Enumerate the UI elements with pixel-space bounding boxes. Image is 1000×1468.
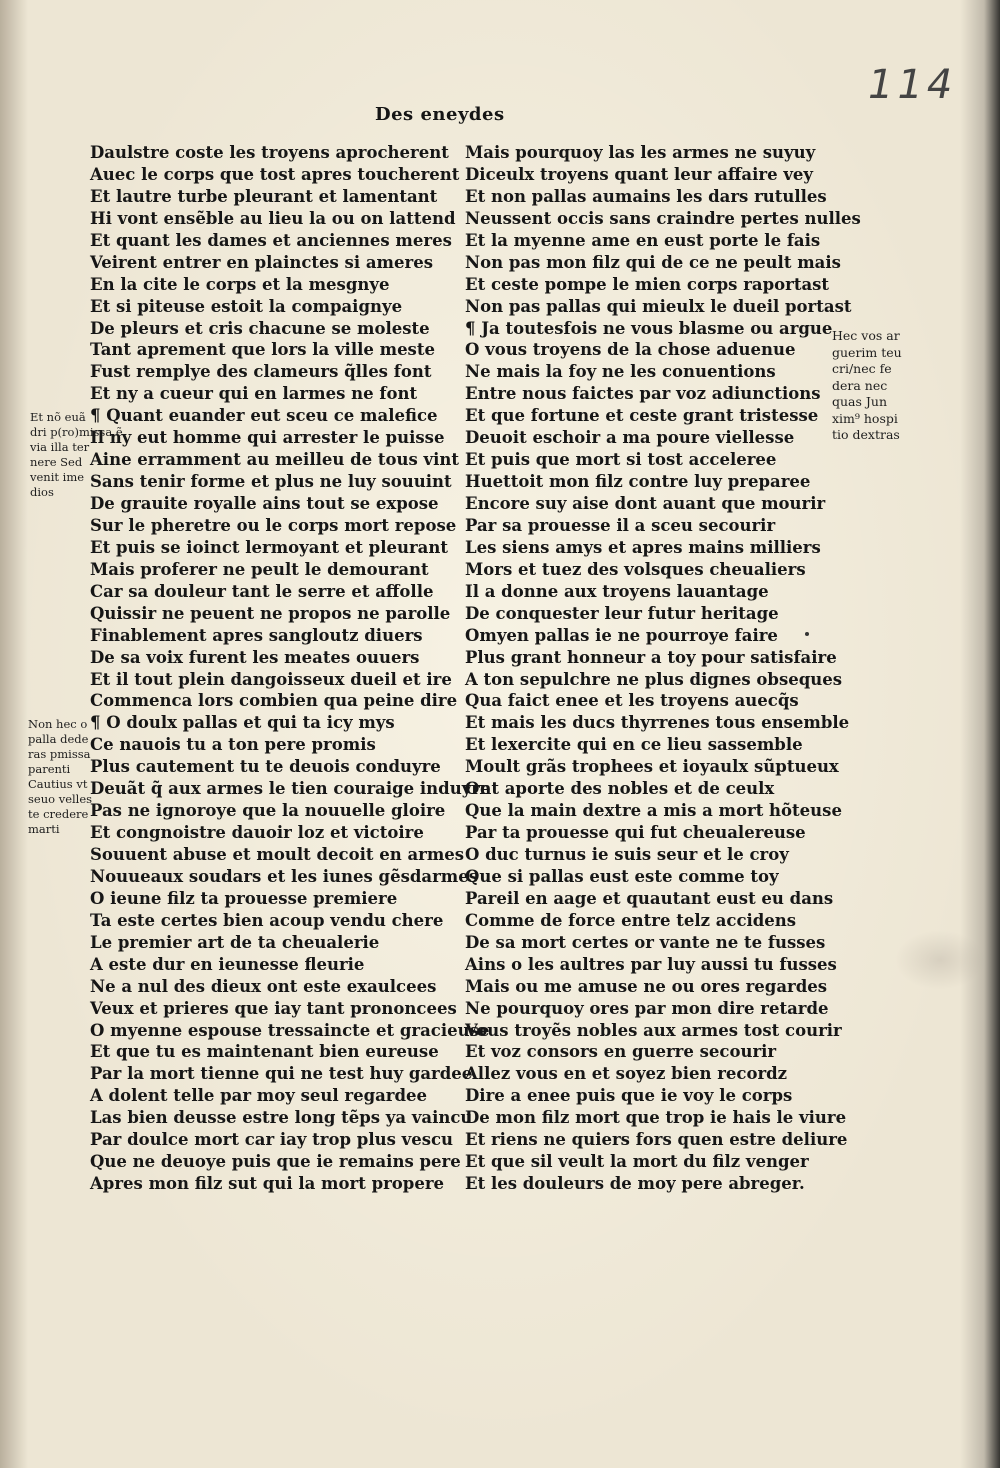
verse-line: Et non pallas aumains les dars rutulles (465, 186, 827, 206)
running-head: Des eneydes (375, 104, 505, 125)
verse-line: Les siens amys et apres mains milliers (465, 537, 821, 557)
margin-note-line: cri/nec fe (832, 361, 892, 376)
verse-line: Encore suy aise dont auant que mourir (465, 494, 826, 513)
verse-line: Qua faict enee et les troyens auecq̃s (465, 691, 799, 711)
verse-line: Finablement apres sangloutz diuers (90, 625, 423, 645)
verse-line: Pareil en aage et quautant eust eu dans (465, 888, 834, 908)
margin-note-line: Hec vos ar (832, 328, 900, 343)
verse-line: Neussent occis sans craindre pertes nulles (465, 208, 861, 228)
verse-line: Veux et prieres que iay tant prononcees (90, 998, 457, 1018)
verse-line: Et il tout plein dangoisseux dueil et ire (90, 669, 452, 689)
verse-line: Commenca lors combien qua peine dire (90, 691, 458, 711)
margin-note-line: xim⁹ hospi (832, 410, 898, 426)
ink-bleed-through (895, 930, 985, 990)
margin-note-line: Cautius vt (28, 777, 88, 791)
verse-line: Et puis que mort si tost acceleree (465, 450, 777, 470)
verse-line: Allez vous en et soyez bien recordz (465, 1064, 788, 1084)
verse-line: Et voz consors en guerre secourir (465, 1042, 777, 1062)
verse-line: Mors et tuez des volsques cheualiers (465, 559, 806, 579)
verse-line: Par ta prouesse qui fut cheualereuse (465, 823, 806, 843)
verse-line: Car sa douleur tant le serre et affolle (90, 581, 434, 601)
verse-line: Daulstre coste les troyens aprocherent (90, 143, 449, 162)
verse-line: Et les douleurs de moy pere abreger. (465, 1174, 805, 1194)
margin-note-line: tio dextras (832, 427, 900, 442)
margin-note-right (832, 328, 902, 444)
verse-line: Et lautre turbe pleurant et lamentant (90, 186, 438, 206)
verse-line: Et mais les ducs thyrrenes tous ensemble (465, 713, 850, 733)
margin-note-line: dera nec (832, 377, 888, 393)
verse-line: Non pas pallas qui mieulx le dueil portast (465, 296, 852, 316)
verse-line: Mais proferer ne peult le demourant (90, 559, 429, 579)
verse-line: Le premier art de ta cheualerie (90, 932, 380, 952)
verse-line: Ta este certes bien acoup vendu chere (90, 910, 444, 930)
verse-line: Que ne deuoye puis que ie remains pere (90, 1152, 461, 1172)
verse-line: Et ny a cueur qui en larmes ne font (90, 384, 418, 404)
verse-line: Nouueaux soudars et les iunes gẽsdarmes (90, 866, 479, 886)
verse-line: Souuent abuse et moult decoit en armes (90, 845, 465, 864)
verse-line: Et que fortune et ceste grant tristesse (465, 406, 819, 426)
verse-line: Pas ne ignoroye que la nouuelle gloire (90, 801, 446, 821)
verse-line: A ton sepulchre ne plus dignes obseques (465, 669, 843, 689)
verse-line: De mon filz mort que trop ie hais le viure (465, 1108, 847, 1128)
verse-line: Et riens ne quiers fors quen estre deliure (465, 1130, 848, 1150)
verse-line: Il a donne aux troyens lauantage (465, 581, 769, 601)
verse-line: Fust remplye des clameurs q̃lles font (90, 362, 432, 382)
verse-line: Ains o les aultres par luy aussi tu fusses (465, 954, 837, 974)
left-text-column (90, 142, 491, 1195)
verse-line: Sur le pheretre ou le corps mort repose (90, 515, 457, 535)
verse-line: Ne mais la foy ne les conuentions (465, 362, 776, 382)
verse-line: O myenne espouse tressaincte et gracieuse (90, 1020, 490, 1040)
folio-number: 114 (868, 62, 957, 108)
verse-line: Las bien deusse estre long tẽps ya vaincu (90, 1108, 473, 1128)
verse-line: Moult grãs trophees et ioyaulx sũptueux (465, 757, 839, 777)
verse-line: Diceulx troyens quant leur affaire vey (465, 164, 813, 184)
verse-line: Huettoit mon filz contre luy preparee (465, 472, 811, 492)
verse-line: De sa voix furent les meates ouuers (90, 647, 420, 667)
verse-line: Sans tenir forme et plus ne luy souuint (90, 472, 452, 492)
verse-line: De grauite royalle ains tout se expose (90, 494, 439, 513)
verse-line: Par doulce mort car iay trop plus vescu (90, 1130, 454, 1150)
margin-note-left-top (30, 410, 123, 500)
margin-note-line: Et nõ euã (30, 410, 86, 424)
margin-note-line: dios (30, 485, 54, 499)
margin-note-line: quas Jun (832, 394, 888, 409)
verse-line: O vous troyens de la chose aduenue (465, 340, 796, 360)
verse-line: Entre nous faictes par voz adiunctions (465, 384, 821, 404)
verse-line: Et la myenne ame en eust porte le fais (465, 230, 821, 250)
verse-line: Et lexercite qui en ce lieu sassemble (465, 735, 803, 755)
verse-line: Par la mort tienne qui ne test huy gardee (90, 1064, 473, 1084)
verse-line: Veirent entrer en plainctes si ameres (90, 252, 433, 272)
verse-line: En la cite le corps et la mesgnye (90, 274, 390, 294)
verse-line: Et puis se ioinct lermoyant et pleurant (90, 537, 448, 557)
margin-note-line: palla dede (28, 732, 89, 746)
margin-note-line: guerim teu (832, 344, 902, 360)
verse-line: Par sa prouesse il a sceu secourir (465, 515, 776, 535)
verse-line: Tant aprement que lors la ville meste (90, 340, 435, 360)
verse-line: Aine erramment au meilleu de tous vint (90, 450, 460, 470)
verse-line: Et si piteuse estoit la compaignye (90, 296, 403, 316)
verse-line: Ne a nul des dieux ont este exaulcees (90, 976, 437, 996)
verse-line: ¶ Ja toutesfois ne vous blasme ou argue (465, 318, 833, 338)
margin-note-line: parenti (28, 762, 71, 776)
verse-line: De conquester leur futur heritage (465, 603, 779, 623)
verse-line: Deuãt q̃ aux armes le tien couraige induyre (90, 779, 491, 799)
verse-line: Dire a enee puis que ie voy le corps (465, 1086, 793, 1106)
margin-note-line: ras pmissa (28, 747, 91, 761)
page-edge-shadow (960, 0, 1000, 1468)
verse-line: Et que sil veult la mort du filz venger (465, 1152, 809, 1172)
margin-note-line: via illa ter (30, 440, 90, 454)
verse-line: Plus cautement tu te deuois conduyre (90, 757, 441, 777)
verse-line: Ne pourquoy ores par mon dire retarde (465, 998, 829, 1018)
margin-note-line: venit ime (30, 470, 85, 484)
margin-note-line: te credere (28, 807, 89, 821)
verse-line: Omyen pallas ie ne pourroye faire (465, 625, 778, 645)
margin-note-line: nere Sed (30, 455, 83, 469)
verse-line: Et que tu es maintenant bien eureuse (90, 1042, 439, 1062)
verse-line: Comme de force entre telz accidens (465, 910, 797, 930)
verse-line: O duc turnus ie suis seur et le croy (465, 845, 789, 864)
verse-line: A dolent telle par moy seul regardee (90, 1086, 428, 1106)
verse-line: Ont aporte des nobles et de ceulx (465, 779, 775, 799)
verse-line: Il ny eut homme qui arrester le puisse (90, 428, 445, 448)
margin-note-line: Non hec o (28, 717, 88, 731)
margin-note-line: marti (28, 822, 60, 836)
margin-note-line: dri p(ro)missa ẽ (30, 425, 123, 439)
verse-line: Et congnoistre dauoir loz et victoire (90, 823, 424, 843)
verse-line: Ce nauois tu a ton pere promis (90, 735, 376, 755)
verse-line: Mais ou me amuse ne ou ores regardes (465, 976, 828, 996)
verse-line: Que si pallas eust este comme toy (465, 866, 779, 886)
verse-line: Hi vont ensẽble au lieu la ou on lattend (90, 208, 456, 228)
margin-note-left-middle (28, 717, 92, 837)
verse-line: Non pas mon filz qui de ce ne peult mais (465, 252, 841, 272)
verse-line: Que la main dextre a mis a mort hõteuse (465, 801, 842, 821)
verse-line: Et ceste pompe le mien corps raportast (465, 274, 830, 294)
verse-line: ¶ Quant euander eut sceu ce malefice (90, 406, 438, 426)
verse-line: Apres mon filz sut qui la mort propere (90, 1174, 445, 1194)
verse-line: De pleurs et cris chacune se moleste (90, 318, 430, 338)
verse-line: Plus grant honneur a toy pour satisfaire (465, 647, 837, 667)
verse-line: Deuoit eschoir a ma poure viellesse (465, 428, 795, 448)
verse-line: Vous troyẽs nobles aux armes tost courir (465, 1020, 842, 1040)
verse-line: Quissir ne peuent ne propos ne parolle (90, 603, 451, 623)
margin-note-line: seuo velles (28, 792, 93, 806)
verse-line: Et quant les dames et anciennes meres (90, 230, 452, 250)
verse-line: O ieune filz ta prouesse premiere (90, 888, 398, 908)
verse-line: ¶ O doulx pallas et qui ta icy mys (90, 713, 395, 733)
verse-line: Mais pourquoy las les armes ne suyuy (465, 143, 816, 162)
verse-line: Auec le corps que tost apres toucherent (90, 164, 460, 184)
verse-line: A este dur en ieunesse fleurie (90, 954, 365, 974)
verse-line: De sa mort certes or vante ne te fusses (465, 932, 826, 952)
